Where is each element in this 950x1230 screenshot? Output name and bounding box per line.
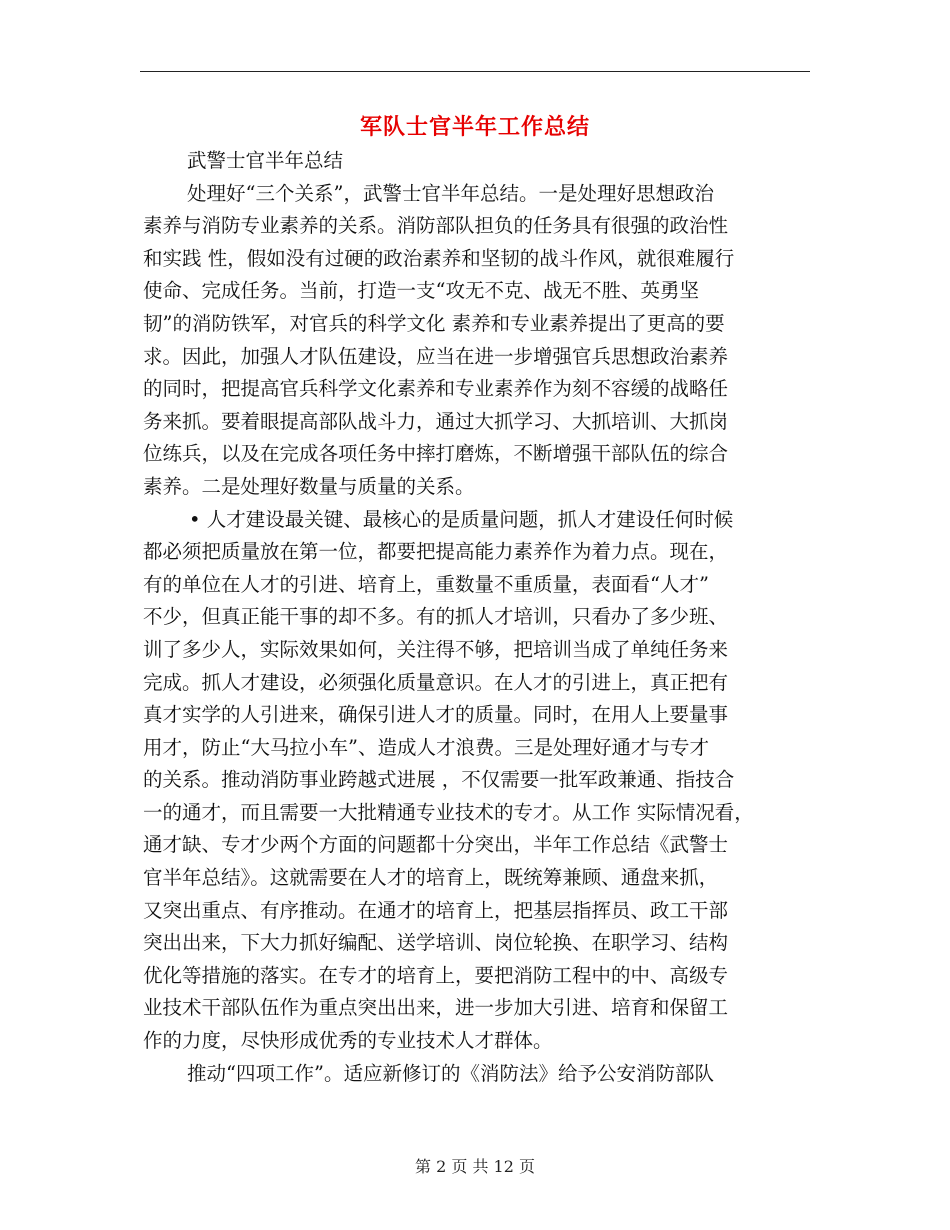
paragraph-line: 官半年总结》。这就需要在人才的培育上，既统筹兼顾、通盘来抓， — [143, 866, 719, 890]
paragraph-line: 不少，但真正能干事的却不多。有的抓人才培训，只看办了多少班、 — [143, 605, 729, 629]
paragraph-line: 武警士官半年总结 — [187, 149, 344, 172]
paragraph-line: 的同时，把提高官兵科学文化素养和专业素养作为刻不容缓的战略任 — [143, 377, 729, 401]
paragraph-line: 都必须把质量放在第一位，都要把提高能力素养作为着力点。现在， — [143, 540, 729, 564]
paragraph-line: 作的力度，尽快形成优秀的专业技术人才群体。 — [143, 1029, 553, 1053]
paragraph-line: 使命、完成任务。当前，打造一支“攻无不克、战无不胜、英勇坚 — [143, 279, 699, 303]
paragraph-line: 有的单位在人才的引进、培育上，重数量不重质量，表面看“人才” — [143, 572, 709, 596]
page-footer: 第 2 页 共 12 页 — [415, 1157, 535, 1176]
paragraph-line: 求。因此，加强人才队伍建设，应当在进一步增强官兵思想政治素养 — [143, 344, 729, 368]
paragraph-line: 一的通才，而且需要一大批精通专业技术的专才。从工作 实际情况看， — [143, 800, 754, 824]
paragraph-line: 推动“四项工作”。适应新修订的《消防法》给予公安消防部队 — [187, 1061, 714, 1085]
paragraph-line: 优化等措施的落实。在专才的培育上，要把消防工程中的中、高级专 — [143, 963, 729, 987]
paragraph-line: 又突出重点、有序推动。在通才的培育上，把基层指挥员、政工干部 — [143, 898, 729, 922]
paragraph-line: 通才缺、专才少两个方面的问题都十分突出，半年工作总结《武警士 — [143, 833, 729, 857]
paragraph-line: 务来抓。要着眼提高部队战斗力，通过大抓学习、大抓培训、大抓岗 — [143, 409, 729, 433]
document-title: 军队士官半年工作总结 — [359, 114, 590, 140]
paragraph-line: 完成。抓人才建设，必须强化质量意识。在人才的引进上，真正把有 — [143, 670, 729, 694]
paragraph-line: 的关系。推动消防事业跨越式进展 ，不仅需要一批军政兼通、指技合 — [143, 768, 735, 792]
paragraph-line: 和实践 性，假如没有过硬的政治素养和坚韧的战斗作风，就很难履行 — [143, 246, 735, 270]
paragraph-line: 处理好“三个关系”，武警士官半年总结。一是处理好思想政治 — [187, 181, 714, 205]
paragraph-line: 素养与消防专业素养的关系。消防部队担负的任务具有很强的政治性 — [143, 214, 729, 238]
paragraph-line: 突出出来，下大力抓好编配、送学培训、岗位轮换、在职学习、结构 — [143, 931, 729, 955]
header-rule — [140, 71, 810, 72]
paragraph-line: 素养。二是处理好数量与质量的关系。 — [143, 474, 475, 498]
paragraph-line: 位练兵，以及在完成各项任务中摔打磨炼，不断增强干部队伍的综合 — [143, 442, 729, 466]
paragraph-line: 训了多少人，实际效果如何，关注得不够，把培训当成了单纯任务来 — [143, 637, 729, 661]
paragraph-line: 用才，防止“大马拉小车”、造成人才浪费。三是处理好通才与专才 — [143, 735, 709, 759]
paragraph-line: 韧”的消防铁军，对官兵的科学文化 素养和专业素养提出了更高的要 — [143, 311, 725, 335]
document-body — [143, 145, 815, 1090]
paragraph-line: 业技术干部队伍作为重点突出出来，进一步加大引进、培育和保留工 — [143, 996, 729, 1020]
bullet-paragraph-line: • 人才建设最关键、最核心的是质量问题，抓人才建设任何时候 — [189, 507, 734, 531]
paragraph-line: 真才实学的人引进来，确保引进人才的质量。同时，在用人上要量事 — [143, 703, 729, 727]
